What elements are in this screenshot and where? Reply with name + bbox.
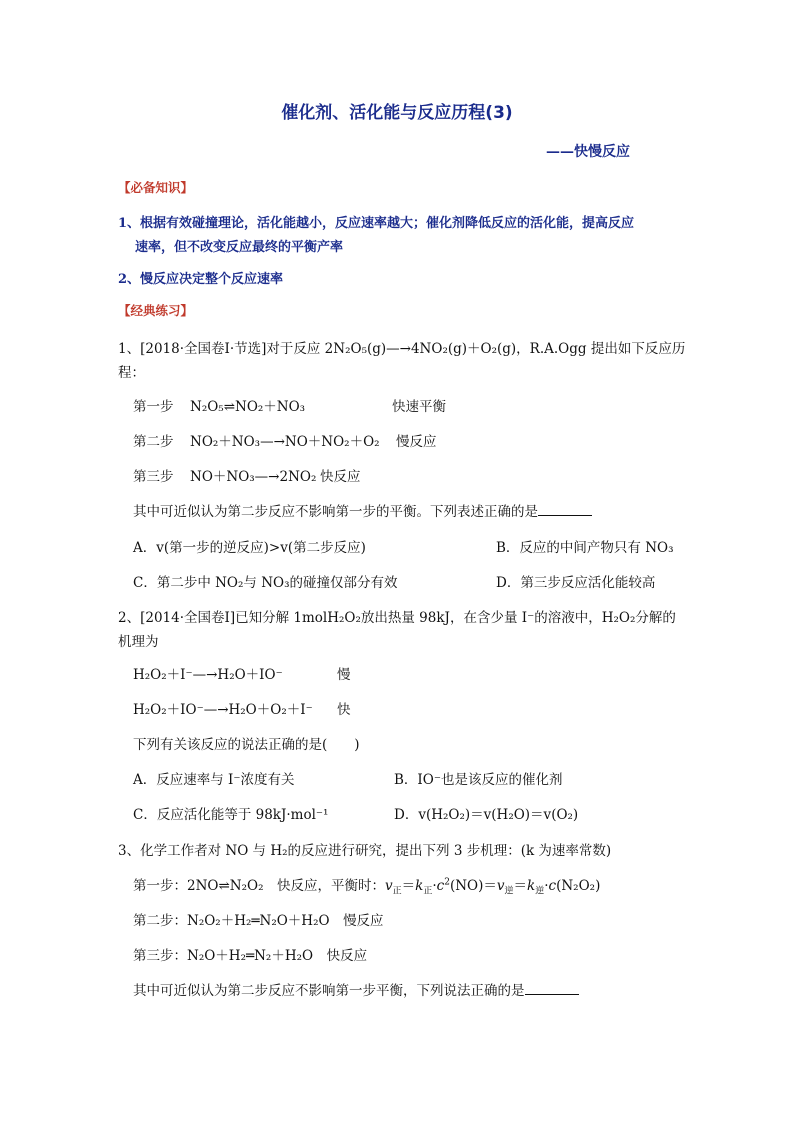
q1-step2-label: 第二步 bbox=[133, 434, 174, 450]
q2-equation-2-note: 快 bbox=[337, 702, 351, 718]
q1-intro-prefix: 1、[2018·全国卷Ⅰ·节选]对于反应 2N bbox=[118, 341, 346, 357]
q3-step3: 第三步：N₂O＋H₂═N₂＋H₂O 快反应 bbox=[133, 948, 368, 964]
q3-question bbox=[133, 979, 579, 999]
q1-step3-label: 第三步 bbox=[133, 469, 174, 485]
knowledge-point-1-line-2: 速率，但不改变反应最终的平衡产率 bbox=[135, 240, 344, 255]
q2-option-c: C．反应活化能等于 98kJ·mol⁻¹ bbox=[133, 807, 329, 823]
q2-option-b: B．IO⁻也是该反应的催化剂 bbox=[394, 772, 563, 788]
q3-step2: 第二步：N₂O₂＋H₂═N₂O＋H₂O 慢反应 bbox=[133, 913, 384, 929]
q1-intro: 1、[2018·全国卷Ⅰ·节选]对于反应 2N₂O₅(g)—→4NO₂(g)＋O₂(g)，R.A.Ogg 提出如下反应历 bbox=[118, 341, 686, 357]
q1-option-a: A．v(第一步的逆反应)>v(第二步反应) bbox=[133, 540, 366, 556]
q1-step1-equation: N₂O₅⇌NO₂＋NO₃ bbox=[190, 399, 306, 415]
q3-step2-label: 第二步： bbox=[133, 913, 187, 929]
q1-answer-blank bbox=[538, 503, 592, 516]
q1-step3-equation: NO＋NO₃—→2NO₂ bbox=[190, 469, 317, 485]
q3-step1: 第一步：2NO⇌N₂O₂ 快反应，平衡时：$v_正=k_正\cdot c^2(NO)=v_逆=k_逆\cdot c(N_2O_2)$ bbox=[133, 877, 601, 897]
q1-step1-label: 第一步 bbox=[133, 399, 174, 415]
q2-equation-2: H₂O₂＋IO⁻—→H₂O＋O₂＋I⁻ bbox=[133, 702, 313, 718]
knowledge-point-1-line-1: 1、根据有效碰撞理论，活化能越小，反应速率越大；催化剂降低反应的活化能，提高反应 bbox=[118, 216, 635, 231]
page-subtitle: ——快慢反应 bbox=[546, 144, 630, 160]
q2-option-a: A．反应速率与 I⁻浓度有关 bbox=[133, 772, 295, 788]
q1-question bbox=[133, 500, 592, 520]
q1-intro-suffix: 提出如下反应历 bbox=[590, 341, 686, 357]
q3-intro: 3、化学工作者对 NO 与 H₂的反应进行研究，提出下列 3 步机理：(k 为速率常数) bbox=[118, 843, 612, 859]
q1-option-c: C．第二步中 NO₂与 NO₃的碰撞仅部分有效 bbox=[133, 575, 398, 591]
q3-step3-label: 第三步： bbox=[133, 948, 187, 964]
q2-question: 下列有关该反应的说法正确的是( ) bbox=[133, 737, 360, 753]
q1-step2-equation: NO₂＋NO₃—→NO＋NO₂＋O₂ bbox=[190, 434, 380, 450]
q3-answer-blank bbox=[525, 982, 579, 995]
q2-equation-1-note: 慢 bbox=[337, 667, 351, 683]
q1-intro-line2: 程： bbox=[118, 365, 145, 381]
q1-step3-note: 快反应 bbox=[320, 469, 361, 485]
q1-question-text: 其中可近似认为第二步反应不影响第一步的平衡。下列表述正确的是 bbox=[133, 504, 538, 520]
q2-intro-line2: 机理为 bbox=[118, 634, 159, 650]
q2-option-d: D．v(H₂O₂)＝v(H₂O)＝v(O₂) bbox=[394, 807, 579, 823]
q1-step2-note: 慢反应 bbox=[396, 434, 437, 450]
q2-equation-1: H₂O₂＋I⁻—→H₂O＋IO⁻ bbox=[133, 667, 283, 683]
q3-step3-note: 快反应 bbox=[326, 948, 368, 964]
q1-option-d: D．第三步反应活化能较高 bbox=[496, 575, 656, 591]
knowledge-point-2: 2、慢反应决定整个反应速率 bbox=[118, 272, 284, 287]
q3-question-text: 其中可近似认为第二步反应不影响第一步平衡，下列说法正确的是 bbox=[133, 983, 525, 999]
q3-step1-label: 第一步： bbox=[133, 878, 187, 894]
q2-intro-line1: 2、[2014·全国卷Ⅰ]已知分解 1molH₂O₂放出热量 98kJ，在含少量 I⁻的溶液中，H₂O₂分解的 bbox=[118, 610, 676, 626]
page-title: 催化剂、活化能与反应历程(3) bbox=[281, 103, 513, 123]
section-knowledge-header: 【必备知识】 bbox=[118, 180, 194, 195]
q1-option-b: B．反应的中间产物只有 NO₃ bbox=[496, 540, 674, 556]
q3-step2-note: 慢反应 bbox=[343, 913, 384, 929]
q1-step1-note: 快速平衡 bbox=[392, 399, 446, 415]
q3-step1-note: 快反应，平衡时： bbox=[277, 878, 385, 894]
section-practice-header: 【经典练习】 bbox=[118, 303, 194, 318]
